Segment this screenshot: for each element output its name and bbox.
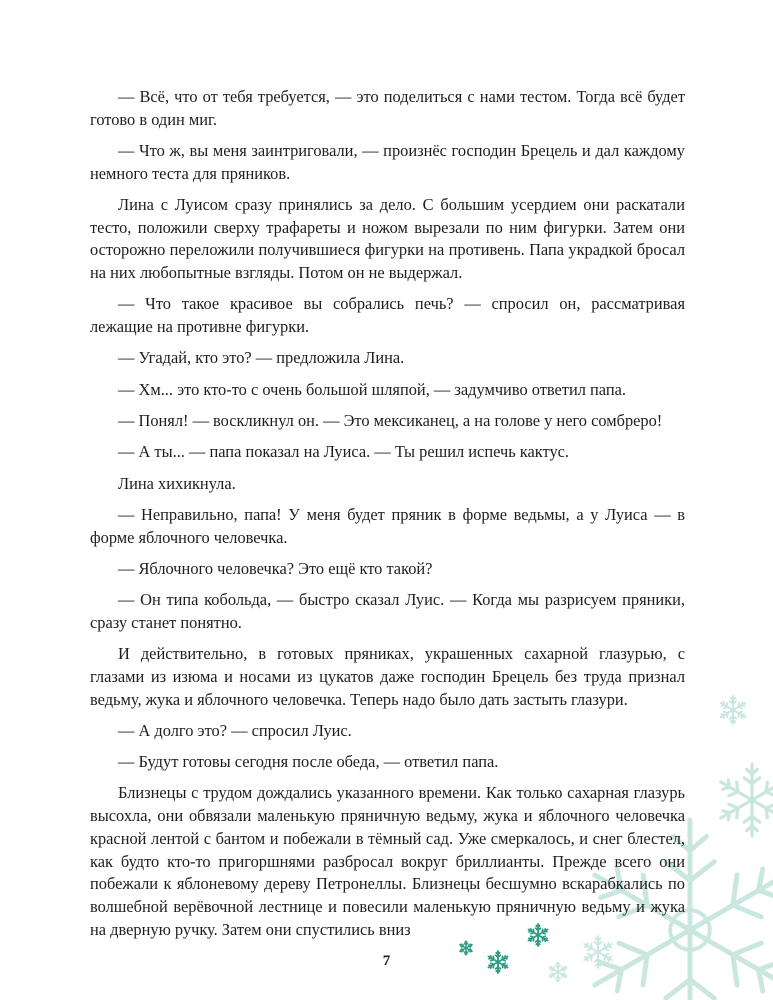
paragraph: — А ты... — папа показал на Луиса. — Ты решил испечь кактус. bbox=[118, 442, 570, 462]
paragraph: — Он типа кобольда, — быстро сказал Луис. — Когда мы разрисуем пряники, сразу станет понятно. bbox=[90, 590, 685, 632]
paragraph: — Понял! — воскликнул он. — Это мексиканец, а на голове у него сомбреро! bbox=[118, 411, 663, 430]
paragraph: — Всё, что от тебя требуется, — это поделиться с нами тестом. Тогда всё будет готово в один миг. bbox=[90, 87, 685, 129]
paragraph: — Будут готовы сегодня после обеда, — ответил папа. bbox=[118, 752, 499, 772]
paragraph: Близнецы с трудом дождались указанного времени. Как только сахарная глазурь высохла, они обвязали маленькую пряничную ведьму, жука и яблочного человечка красной лентой с бантом и побежали в тёмный сад. Уже смеркалось, и снег блестел, как будто кто-то пригоршнями разбросал вокруг бриллианты. Прежде всего они побежали к яблоневому дереву Петронеллы. Близнецы бесшумно вскарабкались по волшебной верёвочной лестнице и повесили маленькую пряничную ведьму и жука на дверную ручку. Затем они спустились вниз bbox=[90, 783, 685, 939]
story-text bbox=[90, 86, 685, 950]
page-number: 7 bbox=[382, 953, 391, 969]
paragraph: Лина хихикнула. bbox=[118, 473, 236, 493]
snowflake-icon bbox=[717, 764, 773, 836]
paragraph: — Угадай, кто это? — предложила Лина. bbox=[118, 348, 405, 368]
paragraph: — Хм... это кто-то с очень большой шляпой, — задумчиво ответил папа. bbox=[118, 379, 626, 399]
paragraph: — Что такое красивое вы собрались печь? — спросил он, рассматривая лежащие на противне фигурки. bbox=[90, 294, 685, 337]
paragraph: — Яблочного человечка? Это ещё кто такой? bbox=[118, 558, 433, 578]
paragraph: — Что ж, вы меня заинтриговали, — произнёс господин Брецель и дал каждому немного теста для пряников. bbox=[90, 141, 685, 183]
paragraph: — Неправильно, папа! У меня будет пряник в форме ведьмы, а у Луиса — в форме яблочного человечка. bbox=[90, 504, 685, 547]
paragraph: — А долго это? — спросил Луис. bbox=[118, 720, 352, 740]
snowflake-icon bbox=[719, 696, 746, 724]
paragraph: И действительно, в готовых пряниках, украшенных сахарной глазурью, с глазами из изюма и носами из цукатов даже господин Брецель без труда признал ведьму, жука и яблочного человечка. Теперь надо было дать застыть глазури. bbox=[90, 644, 685, 709]
paragraph: Лина с Луисом сразу принялись за дело. С большим усердием они раскатали тесто, положили сверху трафареты и ножом вырезали по ним фигурки. Затем они осторожно переложили получившиеся фигурки на противень. Папа украдкой бросал на них любопытные взгляды. Потом он не выдержал. bbox=[90, 195, 685, 283]
